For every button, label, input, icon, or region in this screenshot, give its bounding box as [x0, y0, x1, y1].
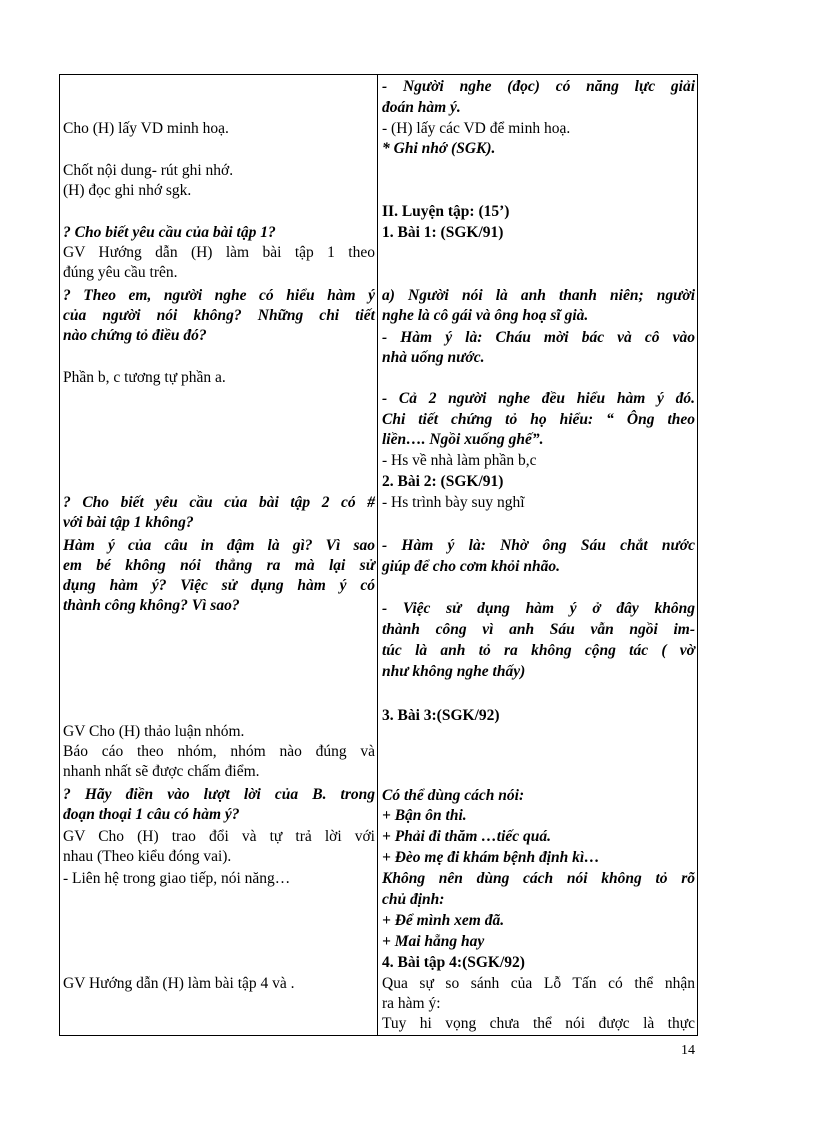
text-line: * Ghi nhớ (SGK). — [382, 140, 496, 157]
text-line: giúp để cho cơm khỏi nhão. — [382, 558, 560, 575]
text-line: đoán hàm ý. — [382, 99, 461, 116]
text-line: - Việc sử dụng hàm ý ở đây không — [382, 600, 695, 617]
text-line: + Bận ôn thi. — [382, 807, 467, 824]
page-number: 14 — [681, 1043, 695, 1058]
question-line: ? Cho biết yêu cầu của bài tập 2 có # — [63, 494, 375, 511]
text-line: Không nên dùng cách nói không tỏ rõ — [382, 870, 695, 887]
text-line: GV Cho (H) trao đổi và tự trả lời với — [63, 828, 375, 845]
question-line: em bé không nói thẳng ra mà lại sử — [63, 557, 375, 574]
question-line: Hàm ý của câu in đậm là gì? Vì sao — [63, 537, 375, 554]
text-line: Có thể dùng cách nói: — [382, 787, 525, 804]
exercise-heading: 4. Bài tập 4:(SGK/92) — [382, 954, 525, 971]
text-line: a) Người nói là anh thanh niên; người — [382, 287, 695, 304]
question-line: đoạn thoại 1 câu có hàm ý? — [63, 806, 240, 823]
text-line: + Đèo mẹ đi khám bệnh định kì… — [382, 849, 600, 866]
question-line: với bài tập 1 không? — [63, 514, 194, 531]
text-line: chủ định: — [382, 891, 445, 908]
exercise-heading: 1. Bài 1: (SGK/91) — [382, 224, 504, 241]
text-line: GV Cho (H) thảo luận nhóm. — [63, 723, 245, 740]
text-line: - Hàm ý là: Nhờ ông Sáu chắt nước — [382, 537, 695, 554]
question-line: của người nói không? Những chi tiết — [63, 307, 375, 324]
text-line: - Cả 2 người nghe đều hiểu hàm ý đó. — [382, 390, 695, 407]
column-divider — [377, 75, 378, 1035]
question-line: thành công không? Vì sao? — [63, 597, 240, 614]
text-line: Tuy hi vọng chưa thể nói được là thực — [382, 1015, 695, 1032]
question-line: ? Hãy điền vào lượt lời của B. trong — [63, 786, 375, 803]
lesson-table — [59, 74, 698, 1036]
text-line: (H) đọc ghi nhớ sgk. — [63, 182, 192, 199]
text-line: nhà uống nước. — [382, 349, 485, 366]
text-line: Phần b, c tương tự phần a. — [63, 369, 226, 386]
text-line: - Liên hệ trong giao tiếp, nói năng… — [63, 870, 291, 887]
question-line: nào chứng tỏ điều đó? — [63, 327, 207, 344]
text-line: - Hs về nhà làm phần b,c — [382, 452, 537, 469]
text-line: - (H) lấy các VD để minh hoạ. — [382, 120, 571, 137]
text-line: đúng yêu cầu trên. — [63, 264, 178, 281]
text-line: nghe là cô gái và ông hoạ sĩ già. — [382, 307, 589, 324]
text-line: Báo cáo theo nhóm, nhóm nào đúng và — [63, 743, 375, 760]
text-line: Chốt nội dung- rút ghi nhớ. — [63, 162, 234, 179]
text-line: GV Hướng dẫn (H) làm bài tập 1 theo — [63, 244, 375, 261]
text-line: Cho (H) lấy VD minh hoạ. — [63, 120, 229, 137]
text-line: như không nghe thấy) — [382, 663, 526, 680]
exercise-heading: 3. Bài 3:(SGK/92) — [382, 707, 500, 724]
text-line: ra hàm ý: — [382, 995, 441, 1012]
exercise-heading: 2. Bài 2: (SGK/91) — [382, 473, 504, 490]
text-line: thành công vì anh Sáu vẫn ngồi im- — [382, 621, 695, 638]
text-line: + Phải đi thăm …tiếc quá. — [382, 828, 552, 845]
text-line: - Người nghe (đọc) có năng lực giải — [382, 78, 695, 95]
text-line: liền…. Ngồi xuống ghế”. — [382, 431, 544, 448]
text-line: + Mai hẵng hay — [382, 933, 485, 950]
question-line: ? Cho biết yêu cầu của bài tập 1? — [63, 224, 276, 241]
text-line: - Hs trình bày suy nghĩ — [382, 494, 525, 511]
text-line: túc là anh tỏ ra không cộng tác ( vờ — [382, 642, 695, 659]
question-line: dụng hàm ý? Việc sử dụng hàm ý có — [63, 577, 375, 594]
text-line: nhanh nhất sẽ được chấm điểm. — [63, 763, 260, 780]
text-line: Chi tiết chứng tỏ họ hiểu: “ Ông theo — [382, 411, 695, 428]
question-line: ? Theo em, người nghe có hiểu hàm ý — [63, 287, 375, 304]
text-line: GV Hướng dẫn (H) làm bài tập 4 và . — [63, 975, 295, 992]
text-line: Qua sự so sánh của Lỗ Tấn có thể nhận — [382, 975, 695, 992]
section-heading: II. Luyện tập: (15’) — [382, 203, 510, 220]
text-line: nhau (Theo kiểu đóng vai). — [63, 848, 232, 865]
text-line: - Hàm ý là: Cháu mời bác và cô vào — [382, 329, 695, 346]
text-line: + Để mình xem đã. — [382, 912, 505, 929]
